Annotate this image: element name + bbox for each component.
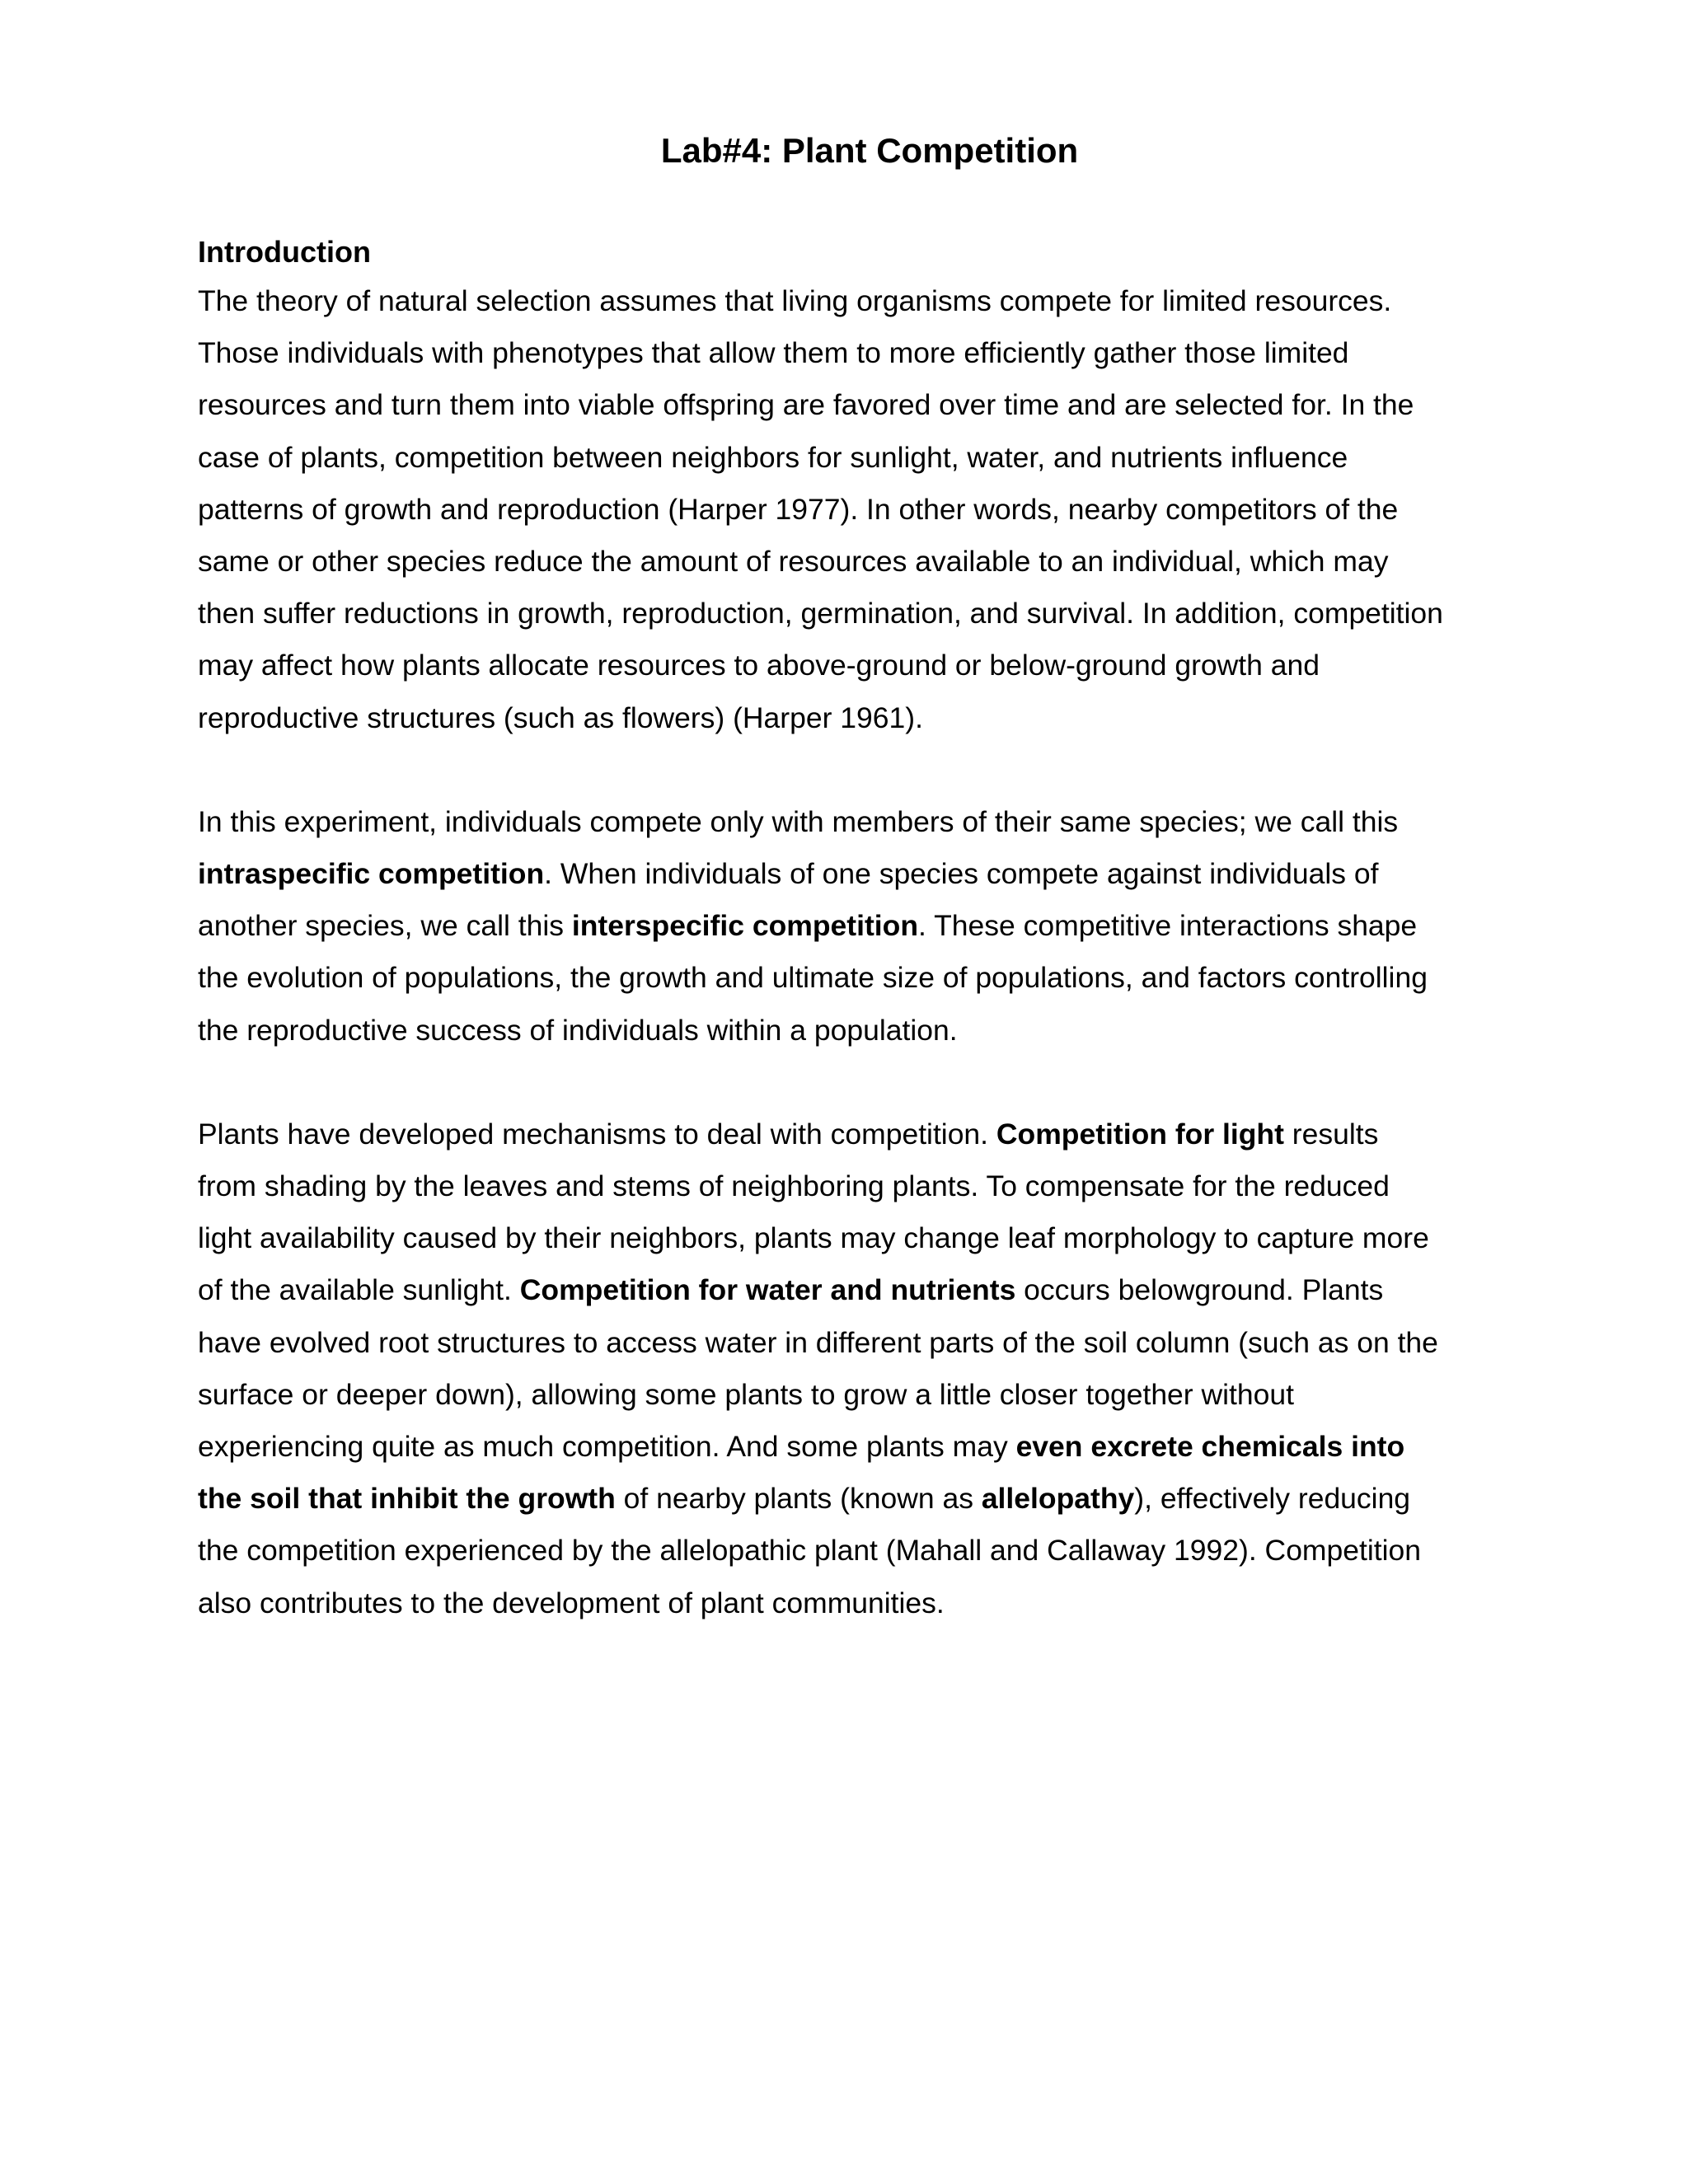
text-line (198, 1160, 1517, 1212)
bold-term: even excrete chemicals into (1015, 1430, 1405, 1464)
text-line (198, 900, 1517, 952)
bold-term: intraspecific competition (198, 857, 545, 891)
text-line (198, 327, 1517, 379)
text-run: the competition experienced by the allelopathic plant (Mahall and Callaway 1992). Competition (198, 1534, 1421, 1568)
text-line (198, 1264, 1517, 1316)
text-run: have evolved root structures to access water in different parts of the soil column (such as on the (198, 1325, 1438, 1359)
text-run: then suffer reductions in growth, reproduction, germination, and survival. In addition, competition (198, 597, 1443, 630)
text-run: same or other species reduce the amount of resources available to an individual, which may (198, 545, 1389, 579)
paragraph-3 (198, 1108, 1517, 1629)
text-line (198, 432, 1517, 484)
text-line (198, 640, 1517, 691)
text-line (198, 952, 1517, 1004)
text-run: reproductive structures (such as flowers) (Harper 1961). (198, 701, 923, 734)
text-run: of nearby plants (known as (615, 1482, 982, 1516)
text-line (198, 588, 1517, 640)
text-run: Those individuals with phenotypes that allow them to more efficiently gather those limited (198, 336, 1349, 370)
text-run: occurs belowground. Plants (1015, 1273, 1384, 1307)
text-run: In this experiment, individuals compete only with members of their same species; we call this (198, 804, 1399, 838)
text-line (198, 1317, 1517, 1369)
section-heading-introduction: Introduction (198, 235, 371, 269)
text-run: experiencing quite as much competition. And some plants may (198, 1430, 1016, 1464)
text-run: patterns of growth and reproduction (Harper 1977). In other words, nearby competitors of the (198, 492, 1399, 526)
text-run: also contributes to the development of plant communities. (198, 1586, 945, 1619)
paragraph-1 (198, 275, 1517, 744)
bold-term: Competition for light (996, 1117, 1284, 1151)
text-run: results (1283, 1117, 1379, 1151)
text-line (198, 1005, 1517, 1057)
bold-term: interspecific competition (571, 909, 919, 943)
text-line (198, 379, 1517, 431)
document-title: Lab#4: Plant Competition (660, 131, 1079, 170)
text-run: the reproductive success of individuals within a population. (198, 1013, 958, 1047)
text-line (198, 1473, 1517, 1525)
text-line (198, 848, 1517, 900)
text-line (198, 1212, 1517, 1264)
text-run: another species, we call this (198, 909, 572, 943)
text-run: ), effectively reducing (1134, 1482, 1411, 1516)
text-line (198, 796, 1517, 848)
text-run: from shading by the leaves and stems of neighboring plants. To compensate for the reduced (198, 1169, 1390, 1203)
text-run: case of plants, competition between neighbors for sunlight, water, and nutrients influence (198, 440, 1348, 474)
text-line (198, 484, 1517, 536)
text-run: of the available sunlight. (198, 1273, 520, 1307)
text-run: The theory of natural selection assumes that living organisms compete for limited resources. (198, 284, 1392, 317)
text-line (198, 1525, 1517, 1577)
bold-term: allelopathy (981, 1482, 1135, 1516)
text-run: . When individuals of one species compete against individuals of (544, 857, 1379, 891)
text-run: light availability caused by their neighbors, plants may change leaf morphology to capture more (198, 1221, 1429, 1255)
text-line (198, 1421, 1517, 1473)
bold-term: Competition for water and nutrients (519, 1273, 1016, 1307)
text-run: resources and turn them into viable offspring are favored over time and are selected for. In the (198, 388, 1414, 422)
bold-term: the soil that inhibit the growth (198, 1482, 616, 1516)
text-run: surface or deeper down), allowing some plants to grow a little closer together without (198, 1377, 1294, 1411)
text-run: . These competitive interactions shape (918, 909, 1418, 943)
text-line (198, 1369, 1517, 1421)
text-line (198, 692, 1517, 744)
text-line (198, 536, 1517, 588)
text-line (198, 275, 1517, 327)
paragraph-2 (198, 796, 1517, 1057)
text-run: Plants have developed mechanisms to deal with competition. (198, 1117, 996, 1151)
text-line (198, 1108, 1517, 1160)
text-run: may affect how plants allocate resources to above-ground or below-ground growth and (198, 649, 1320, 682)
document-page (198, 124, 1517, 1629)
text-line (198, 1577, 1517, 1629)
text-run: the evolution of populations, the growth and ultimate size of populations, and factors controlling (198, 961, 1428, 995)
